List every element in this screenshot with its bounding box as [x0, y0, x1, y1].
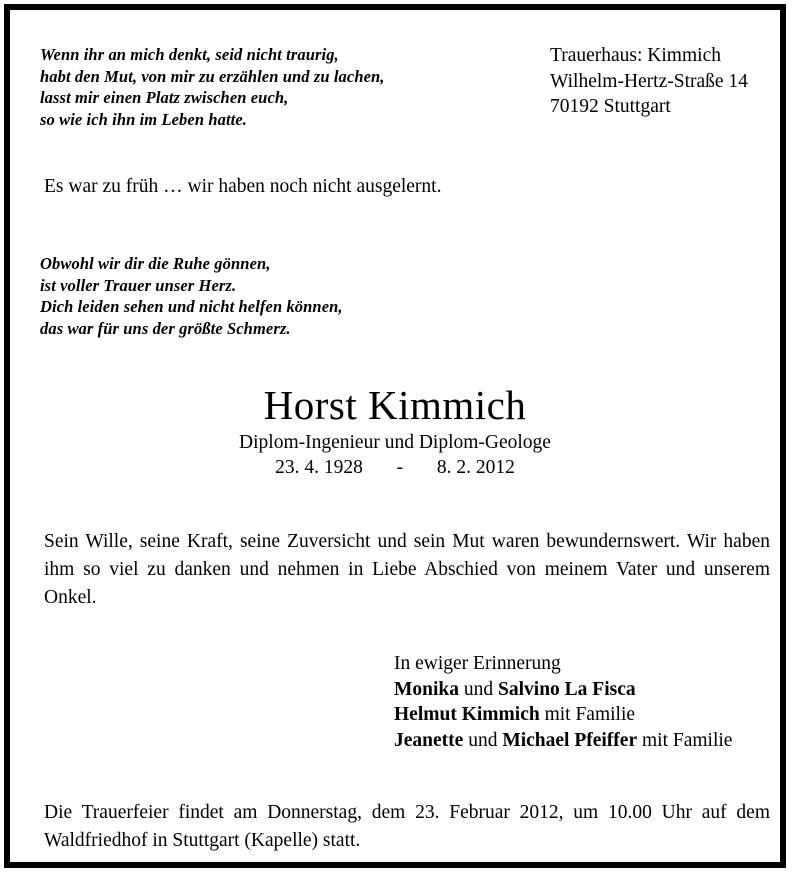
mourner-connector-3: und	[463, 729, 503, 751]
obituary-notice	[4, 4, 786, 868]
opening-verse-line-2: habt den Mut, von mir zu erzählen und zu lachen,	[40, 66, 385, 86]
opening-verse	[40, 44, 480, 130]
service-details: Die Trauerfeier findet am Donnerstag, dem 23. Februar 2012, um 10.00 Uhr auf dem Waldfriedhof in Stuttgart (Kapelle) statt.	[44, 802, 770, 851]
deceased-name: Horst Kimmich	[263, 382, 527, 428]
second-verse-line-2: ist voller Trauer unser Herz.	[40, 275, 237, 295]
opening-verse-line-3: lasst mir einen Platz zwischen euch,	[40, 88, 289, 107]
mourner-name-3a: Jeanette	[394, 729, 464, 751]
second-verse-line-1: Obwohl wir dir die Ruhe gönnen,	[40, 254, 271, 273]
deceased-block	[10, 382, 780, 480]
funeral-home-line-1: Trauerhaus: Kimmich	[550, 45, 721, 66]
lead-line: Es war zu früh … wir haben noch nicht ausgelernt.	[44, 176, 442, 197]
funeral-home-line-2: Wilhelm-Hertz-Straße 14	[550, 70, 748, 92]
mourners-block	[394, 651, 786, 753]
notice-page	[10, 10, 780, 862]
mourner-name-2a: Helmut Kimmich	[394, 704, 540, 725]
mourner-suffix-2: mit Familie	[539, 704, 636, 725]
opening-verse-line-1: Wenn ihr an mich denkt, seid nicht traurig,	[40, 45, 339, 64]
funeral-home-address	[550, 43, 786, 120]
second-verse	[40, 253, 490, 339]
second-verse-line-4: das war für uns der größte Schmerz.	[40, 318, 291, 338]
opening-verse-line-4: so wie ich ihn im Leben hatte.	[40, 109, 247, 129]
deceased-dates	[10, 455, 780, 480]
tribute-paragraph: Sein Wille, seine Kraft, seine Zuversicht und sein Mut waren bewundernswert. Wir haben ihm so viel zu danken und nehmen in Liebe Abschied von meinem Vater und unserem Onkel.	[44, 531, 770, 608]
date-of-birth: 23. 4. 1928	[275, 457, 363, 478]
date-of-death: 8. 2. 2012	[436, 457, 515, 478]
second-verse-line-3: Dich leiden sehen und nicht helfen können,	[40, 297, 343, 316]
mourners-intro: In ewiger Erinnerung	[394, 653, 561, 674]
mourner-row-1	[394, 677, 786, 703]
mourner-name-1a: Monika	[394, 678, 460, 700]
dates-separator: -	[396, 457, 404, 478]
mourner-connector-1: und	[459, 678, 499, 700]
mourner-suffix-3: mit Familie	[637, 729, 733, 751]
mourner-name-3b: Michael Pfeiffer	[502, 729, 638, 751]
mourner-row-3	[394, 728, 786, 754]
deceased-profession: Diplom-Ingenieur und Diplom-Geologe	[239, 432, 551, 453]
funeral-home-line-3: 70192 Stuttgart	[550, 96, 671, 117]
mourner-row-2	[394, 702, 786, 728]
mourner-name-1b: Salvino La Fisca	[498, 678, 636, 700]
